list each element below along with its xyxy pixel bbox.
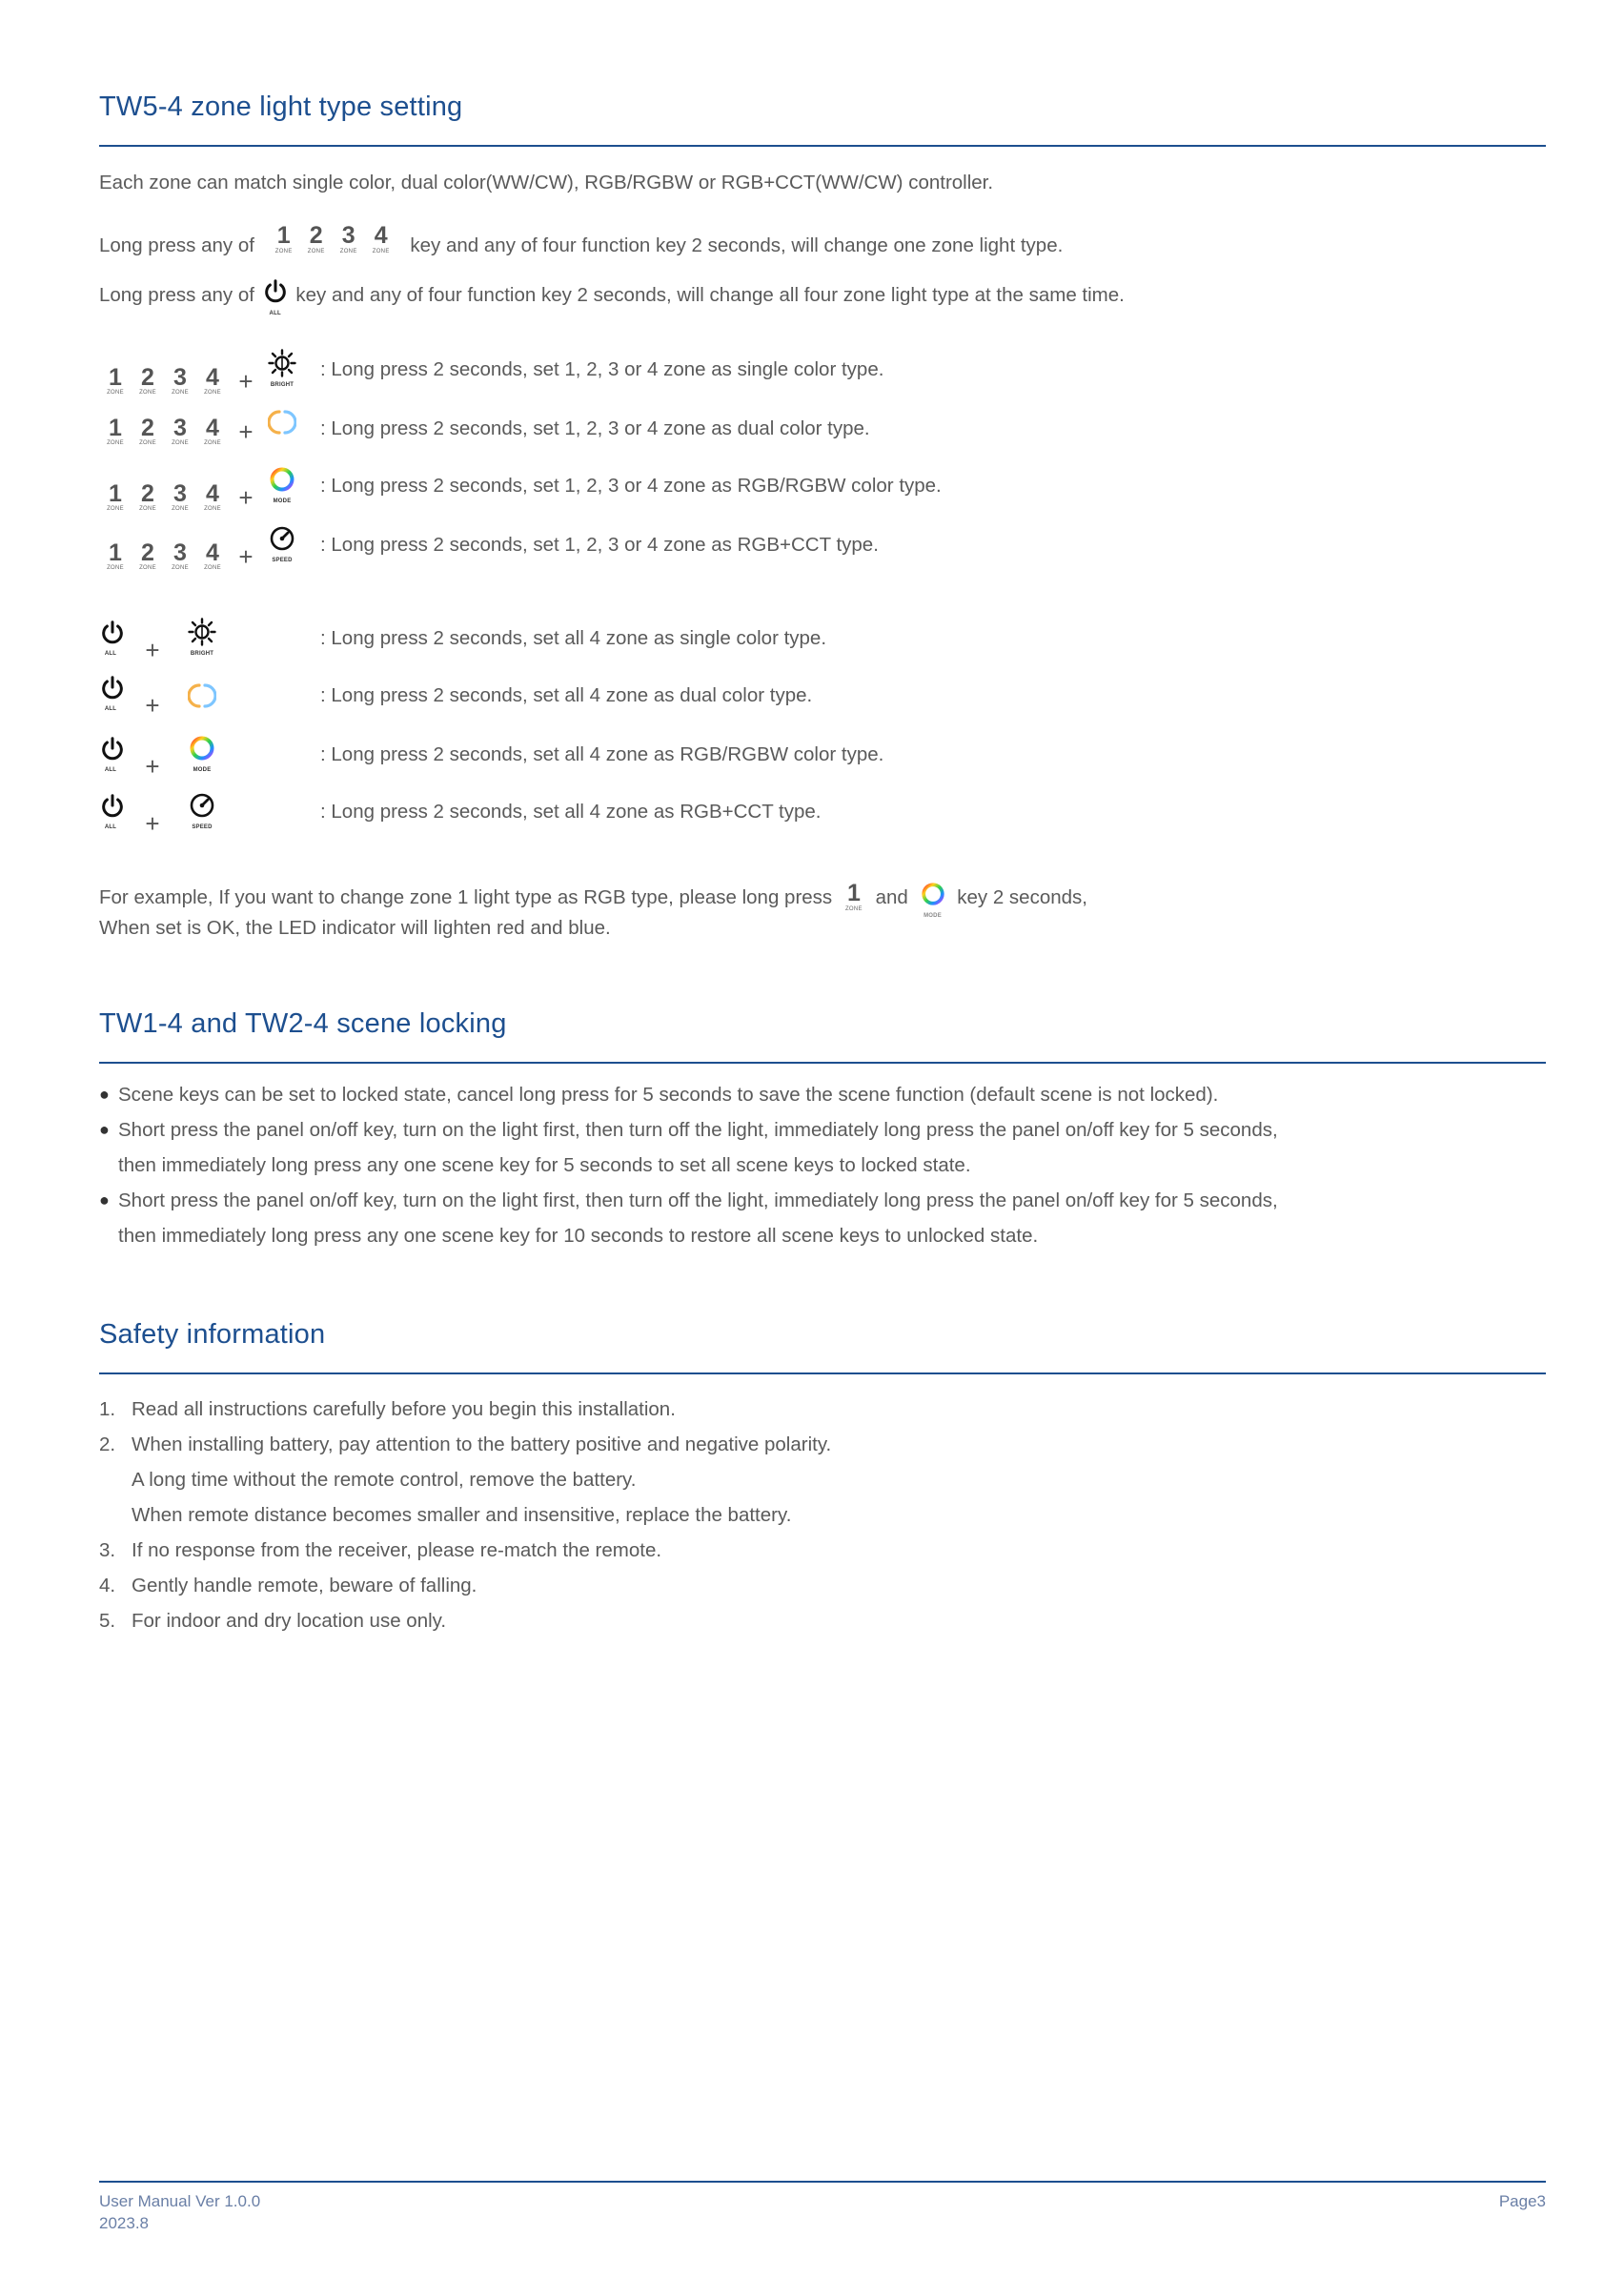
zone-keys xyxy=(99,481,229,515)
list-item: 3. If no response from the receiver, please re-match the remote. xyxy=(99,1539,662,1561)
zone-key-4: 4 ZONE xyxy=(204,415,221,447)
zone-key-1: 1 ZONE xyxy=(107,539,124,572)
zone-keys-inline xyxy=(268,223,397,258)
list-item: 2. When installing battery, pay attention to the battery positive and negative polarity. xyxy=(99,1433,832,1455)
zone-key-2: 2 ZONE xyxy=(139,415,156,447)
row-description: : Long press 2 seconds, set all 4 zone as dual color type. xyxy=(320,684,813,706)
list-item: 1. Read all instructions carefully before you begin this installation. xyxy=(99,1398,676,1420)
zone-keys xyxy=(99,365,229,398)
plus-sign: + xyxy=(145,691,160,721)
zone-key-1: 1 ZONE xyxy=(107,480,124,513)
intro-text: Each zone can match single color, dual color(WW/CW), RGB/RGBW or RGB+CCT(WW/CW) controller. xyxy=(99,172,994,193)
list-item: ● Short press the panel on/off key, turn on the light first, then turn off the light, immediately long press the panel on/off key for 5 seconds, then immediately long press any one scene key for 10 seconds to restore all scene keys to unlocked state. xyxy=(99,1189,1278,1247)
plus-sign: + xyxy=(145,752,160,782)
row-description: : Long press 2 seconds, set 1, 2, 3 or 4 zone as dual color type. xyxy=(320,417,870,439)
row-description: : Long press 2 seconds, set 1, 2, 3 or 4 zone as RGB/RGBW color type. xyxy=(320,475,942,497)
example-line: For example, If you want to change zone 1 light type as RGB type, please long press 1 ZONE and MODE key 2 seconds, xyxy=(99,880,1087,919)
zone-key-3: 3 ZONE xyxy=(172,364,189,396)
row-description: : Long press 2 seconds, set all 4 zone as RGB+CCT type. xyxy=(320,801,822,823)
instruction-suffix: key and any of four function key 2 seconds, will change one zone light type. xyxy=(410,234,1064,256)
section-title-zone-type: TW5-4 zone light type setting xyxy=(99,91,463,122)
mode-icon: MODE xyxy=(914,881,952,920)
footer-date: 2023.8 xyxy=(99,2214,149,2232)
zone-key-3: 3 ZONE xyxy=(172,480,189,513)
zone-key-1: 1 ZONE xyxy=(274,222,293,254)
zone-keys xyxy=(99,540,229,574)
row-description: : Long press 2 seconds, set all 4 zone as RGB/RGBW color type. xyxy=(320,743,884,765)
plus-sign: + xyxy=(238,417,254,447)
zone-key-3: 3 ZONE xyxy=(339,222,357,254)
footer-divider xyxy=(99,2181,1546,2183)
mode-icon: MODE xyxy=(263,465,301,505)
section-title-safety: Safety information xyxy=(99,1319,326,1350)
plus-sign: + xyxy=(238,367,254,396)
mode-icon: MODE xyxy=(183,734,221,774)
section-title-scene-locking: TW1-4 and TW2-4 scene locking xyxy=(99,1008,507,1039)
instruction-prefix: Long press any of xyxy=(99,234,254,256)
speed-icon: SPEED xyxy=(263,524,301,564)
zone-key-4: 4 ZONE xyxy=(204,539,221,572)
section-divider xyxy=(99,1062,1546,1064)
section-divider xyxy=(99,1372,1546,1374)
instruction-suffix: key and any of four function key 2 seconds, will change all four zone light type at the same time. xyxy=(295,283,1125,306)
list-item: 5. For indoor and dry location use only. xyxy=(99,1610,447,1632)
zone-key-1: 1 ZONE xyxy=(107,415,124,447)
plus-sign: + xyxy=(238,483,254,513)
row-description: : Long press 2 seconds, set 1, 2, 3 or 4 zone as single color type. xyxy=(320,358,884,380)
section-divider xyxy=(99,145,1546,147)
power-icon: ALL xyxy=(99,793,122,831)
scene-locking-list xyxy=(99,1077,1278,1253)
zone-key-1: 1 ZONE xyxy=(107,364,124,396)
power-icon: ALL xyxy=(99,736,122,774)
instruction-prefix: Long press any of xyxy=(99,283,254,306)
zone-key-4: 4 ZONE xyxy=(372,222,390,254)
power-icon: ALL xyxy=(99,675,122,713)
zone-key-3: 3 ZONE xyxy=(172,539,189,572)
zone-key-4: 4 ZONE xyxy=(204,364,221,396)
row-description: : Long press 2 seconds, set all 4 zone as single color type. xyxy=(320,627,827,649)
zone-key-1: 1 ZONE xyxy=(844,880,863,912)
list-item: ● Scene keys can be set to locked state, cancel long press for 5 seconds to save the scene function (default scene is not locked). xyxy=(99,1084,1219,1106)
power-icon: ALL xyxy=(99,620,122,658)
dual-color-icon xyxy=(183,681,221,715)
bright-icon: BRIGHT xyxy=(183,618,221,658)
plus-sign: + xyxy=(238,542,254,572)
footer-page-number: Page3 xyxy=(1498,2192,1546,2210)
list-item: A long time without the remote control, remove the battery. xyxy=(132,1469,637,1491)
plus-sign: + xyxy=(145,636,160,665)
zone-keys xyxy=(99,416,229,449)
zone-key-2: 2 ZONE xyxy=(139,539,156,572)
zone-key-2: 2 ZONE xyxy=(139,364,156,396)
bright-icon: BRIGHT xyxy=(263,349,301,389)
row-description: : Long press 2 seconds, set 1, 2, 3 or 4 zone as RGB+CCT type. xyxy=(320,534,879,556)
safety-list xyxy=(99,1392,831,1638)
instruction-one-zone xyxy=(99,222,1064,264)
example-result: When set is OK, the LED indicator will lighten red and blue. xyxy=(99,917,611,939)
power-icon: ALL xyxy=(260,278,291,317)
instruction-all-zones xyxy=(99,276,1125,315)
speed-icon: SPEED xyxy=(183,791,221,831)
dual-color-icon xyxy=(263,408,301,441)
zone-key-4: 4 ZONE xyxy=(204,480,221,513)
list-item: When remote distance becomes smaller and insensitive, replace the battery. xyxy=(132,1504,792,1526)
list-item: 4. Gently handle remote, beware of falling. xyxy=(99,1575,477,1596)
footer-manual-version: User Manual Ver 1.0.0 xyxy=(99,2192,261,2210)
list-item: ● Short press the panel on/off key, turn on the light first, then turn off the light, immediately long press the panel on/off key for 5 seconds, then immediately long press any one scene key for 5 seconds to set all scene keys to locked state. xyxy=(99,1119,1278,1176)
zone-key-3: 3 ZONE xyxy=(172,415,189,447)
plus-sign: + xyxy=(145,809,160,839)
zone-key-2: 2 ZONE xyxy=(139,480,156,513)
zone-key-2: 2 ZONE xyxy=(307,222,325,254)
